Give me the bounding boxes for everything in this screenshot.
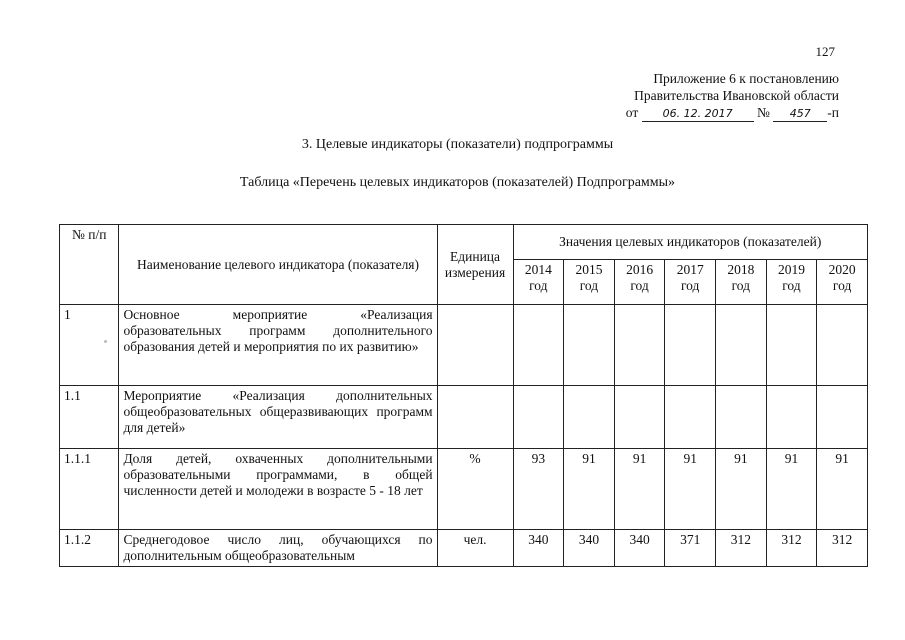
number-prefix: №	[757, 105, 770, 120]
row-num: 1	[60, 305, 119, 386]
row-value	[614, 305, 665, 386]
header-year-2020: 2020 год	[817, 260, 868, 305]
header-year-2016: 2016 год	[614, 260, 665, 305]
handwritten-number: 457	[773, 107, 827, 122]
header-num: № п/п	[60, 225, 119, 305]
table-row	[60, 449, 868, 530]
header-year-2019: 2019 год	[766, 260, 817, 305]
row-value: 312	[766, 530, 817, 567]
appendix-line-1: Приложение 6 к постановлению	[653, 71, 839, 86]
row-value: 91	[766, 449, 817, 530]
section-title: 3. Целевые индикаторы (показатели) подпрограммы	[301, 137, 614, 152]
handwritten-date: 06. 12. 2017	[642, 107, 754, 122]
row-value	[766, 305, 817, 386]
row-value	[817, 305, 868, 386]
header-name: Наименование целевого индикатора (показателя)	[119, 225, 437, 305]
row-value: 340	[513, 530, 564, 567]
page-number: 127	[815, 44, 835, 59]
row-value: 91	[716, 449, 767, 530]
scan-speck	[104, 340, 107, 343]
row-value	[564, 386, 615, 449]
row-name: Доля детей, охваченных дополнительными образовательными программами, в общей численности детей и молодежи в возрасте 5 - 18 лет	[119, 449, 437, 530]
indicators-table	[59, 224, 868, 567]
row-value: 91	[817, 449, 868, 530]
row-num: 1.1.2	[60, 530, 119, 567]
header-values-group: Значения целевых индикаторов (показателей)	[513, 225, 868, 260]
row-value: 93	[513, 449, 564, 530]
header-year-2017: 2017 год	[665, 260, 716, 305]
row-value	[665, 305, 716, 386]
from-prefix: от	[625, 105, 639, 120]
header-year-2018: 2018 год	[716, 260, 767, 305]
row-name: Мероприятие «Реализация дополнительных общеобразовательных общеразвивающих программ для детей»	[119, 386, 437, 449]
row-value: 312	[716, 530, 767, 567]
row-value: 91	[564, 449, 615, 530]
row-unit: %	[437, 449, 513, 530]
table-row	[60, 530, 868, 567]
row-value: 371	[665, 530, 716, 567]
row-value: 340	[614, 530, 665, 567]
row-name: Основное мероприятие «Реализация образовательных программ дополнительного образования детей и мероприятия по их развитию»	[119, 305, 437, 386]
header-year-2014: 2014 год	[513, 260, 564, 305]
row-value	[513, 386, 564, 449]
header-unit: Единица измерения	[437, 225, 513, 305]
decree-reference	[519, 104, 839, 122]
row-value	[817, 386, 868, 449]
row-num: 1.1	[60, 386, 119, 449]
row-value	[513, 305, 564, 386]
table-row	[60, 305, 868, 386]
row-value	[716, 386, 767, 449]
appendix-header	[519, 70, 839, 122]
table-row	[60, 386, 868, 449]
row-value	[716, 305, 767, 386]
table-title: Таблица «Перечень целевых индикаторов (показателей) Подпрограммы»	[239, 175, 676, 190]
row-unit: чел.	[437, 530, 513, 567]
row-value: 91	[665, 449, 716, 530]
row-value: 91	[614, 449, 665, 530]
row-unit	[437, 305, 513, 386]
row-unit	[437, 386, 513, 449]
row-num: 1.1.1	[60, 449, 119, 530]
appendix-line-2: Правительства Ивановской области	[634, 88, 839, 103]
row-value: 312	[817, 530, 868, 567]
row-value: 340	[564, 530, 615, 567]
number-suffix: -п	[827, 105, 839, 120]
row-value	[766, 386, 817, 449]
row-value	[564, 305, 615, 386]
row-name: Среднегодовое число лиц, обучающихся по дополнительным общеобразовательным	[119, 530, 437, 567]
header-year-2015: 2015 год	[564, 260, 615, 305]
row-value	[614, 386, 665, 449]
row-value	[665, 386, 716, 449]
